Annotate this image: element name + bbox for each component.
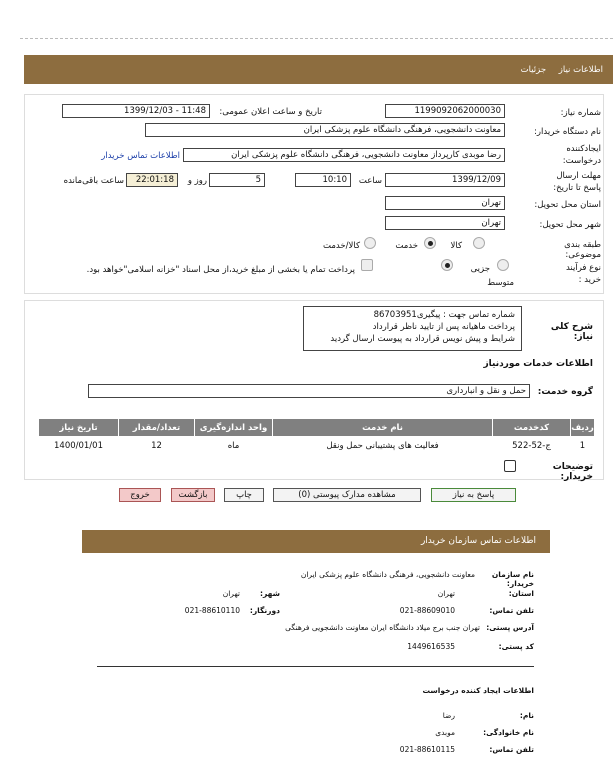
back-button[interactable]: بازگشت xyxy=(171,488,215,502)
services-table xyxy=(38,418,595,455)
remaining-label: ساعت باقی‌مانده xyxy=(63,176,124,186)
contact-org-label: نام سازمان خریدار: xyxy=(491,570,534,588)
creator-first-name-label: نام: xyxy=(519,711,534,720)
creator-phone: 021-88610115 xyxy=(399,745,455,754)
buyer-notes-label: توضیحات خریدار: xyxy=(552,462,593,482)
col-row: ردیف xyxy=(571,419,595,437)
col-unit: واحد اندازه‌گیری xyxy=(195,419,273,437)
description-line: پرداخت ماهیانه پس از تایید ناظر قرارداد xyxy=(372,322,515,332)
contact-phone: 021-88609010 xyxy=(399,606,455,615)
contact-city-label: شهر: xyxy=(260,589,280,598)
col-code: کدخدمت xyxy=(493,419,571,437)
process-partial-radio[interactable] xyxy=(497,259,509,271)
process-partial-label: جزیی xyxy=(470,264,490,274)
province-field: تهران xyxy=(385,196,505,210)
city-field: تهران xyxy=(385,216,505,230)
tab-bar xyxy=(24,55,613,84)
cell-date: 1400/01/01 xyxy=(39,437,119,455)
creator-info-title: اطلاعات ایجاد کننده درخواست xyxy=(422,686,534,695)
buyer-org-label: نام دستگاه خریدار: xyxy=(534,127,601,137)
contact-fax: 021-88610110 xyxy=(184,606,240,615)
description-line: شرایط و پیش نویس قرارداد به پیوست ارسال گردید xyxy=(330,334,515,344)
services-table-wrap xyxy=(38,418,595,455)
buyer-org-field: معاونت دانشجویی، فرهنگی دانشگاه علوم پزشکی ایران xyxy=(145,123,505,137)
category-service-label: خدمت xyxy=(395,241,418,251)
cell-qty: 12 xyxy=(119,437,195,455)
days-field: 5 xyxy=(209,173,265,187)
col-qty: تعداد/مقدار xyxy=(119,419,195,437)
creator-first-name: رضا xyxy=(442,711,455,720)
announce-field: 1399/12/03 - 11:48 xyxy=(62,104,210,118)
process-medium-radio[interactable] xyxy=(441,259,453,271)
treasury-note: پرداخت تمام یا بخشی از مبلغ خرید،از محل اسناد "خزانه اسلامی"خواهد بود. xyxy=(86,265,355,275)
contact-postal: 1449616535 xyxy=(407,642,455,651)
need-number-label: شماره نیاز: xyxy=(560,108,601,118)
need-number-field: 1199092062000030 xyxy=(385,104,505,118)
creator-last-name: موبدی xyxy=(435,728,455,737)
contact-phone-label: تلفن تماس: xyxy=(489,606,534,615)
cell-unit: ماه xyxy=(195,437,273,455)
province-label: استان محل تحویل: xyxy=(534,200,601,210)
creator-field: رضا موبدی کارپرداز معاونت دانشجویی، فرهنگی دانشگاه علوم پزشکی ایران xyxy=(183,148,505,162)
city-label: شهر محل تحویل: xyxy=(539,220,601,230)
services-title: اطلاعات خدمات موردنیاز xyxy=(483,359,593,369)
view-attachments-button[interactable]: مشاهده مدارک پیوستی (0) xyxy=(273,488,421,502)
treasury-checkbox[interactable] xyxy=(361,259,373,271)
contact-org: معاونت دانشجویی، فرهنگی دانشگاه علوم پزشکی ایران xyxy=(300,570,475,579)
table-row xyxy=(39,437,595,455)
cell-code: ج-52-522 xyxy=(493,437,571,455)
category-both-radio[interactable] xyxy=(364,237,376,249)
cell-row: 1 xyxy=(571,437,595,455)
contact-province: تهران xyxy=(437,589,455,598)
description-line: شماره تماس جهت : پیگیری86703951 xyxy=(373,310,515,320)
description-label: شرح کلی نیاز: xyxy=(550,322,593,342)
contact-fax-label: دورنگار: xyxy=(249,606,280,615)
col-name: نام خدمت xyxy=(273,419,493,437)
creator-label: ایجادکننده درخواست: xyxy=(562,144,601,166)
process-medium-label: متوسط xyxy=(487,278,514,288)
print-button[interactable]: چاپ xyxy=(224,488,264,502)
reply-button[interactable]: پاسخ به نیاز xyxy=(431,488,516,502)
contact-address: تهران جنب برج میلاد دانشگاه ایران معاونت دانشجویی فرهنگی xyxy=(285,623,480,632)
remaining-time-field: 22:01:18 xyxy=(126,173,178,187)
buyer-contact-link[interactable]: اطلاعات تماس خریدار xyxy=(101,151,180,161)
buyer-notes-checkbox[interactable] xyxy=(504,460,516,472)
creator-last-name-label: نام خانوادگی: xyxy=(483,728,534,737)
contact-postal-label: کد پستی: xyxy=(498,642,534,651)
category-service-radio[interactable] xyxy=(424,237,436,249)
deadline-time-field: 10:10 xyxy=(295,173,351,187)
contact-city: تهران xyxy=(222,589,240,598)
cell-name: فعالیت های پشتیبانی حمل ونقل xyxy=(273,437,493,455)
deadline-date-field: 1399/12/09 xyxy=(385,173,505,187)
days-label: روز و xyxy=(187,176,207,186)
contact-province-label: استان: xyxy=(508,589,534,598)
exit-button[interactable]: خروج xyxy=(119,488,161,502)
category-goods-label: کالا xyxy=(450,241,462,251)
time-label: ساعت xyxy=(358,176,382,186)
tab-details[interactable]: جزئیات xyxy=(520,65,547,75)
deadline-label: مهلت ارسال پاسخ تا تاریخ: xyxy=(553,171,601,193)
announce-label: تاریخ و ساعت اعلان عمومی: xyxy=(219,107,322,117)
contact-title-bar: اطلاعات تماس سازمان خریدار xyxy=(82,530,550,553)
description-box xyxy=(303,306,522,351)
top-divider xyxy=(20,38,613,39)
process-label: نوع فرآیند خرید : xyxy=(565,263,601,285)
contact-divider xyxy=(97,666,534,667)
category-goods-radio[interactable] xyxy=(473,237,485,249)
creator-phone-label: تلفن تماس: xyxy=(489,745,534,754)
contact-address-label: آدرس پستی: xyxy=(486,623,534,632)
category-both-label: کالا/خدمت xyxy=(323,241,360,251)
category-label: طبقه بندی موضوعی: xyxy=(564,240,601,260)
service-group-label: گروه خدمت: xyxy=(537,387,593,397)
tab-need-info[interactable]: اطلاعات نیاز xyxy=(558,65,603,75)
col-date: تاریخ نیاز xyxy=(39,419,119,437)
service-group-field: حمل و نقل و انبارداری xyxy=(88,384,530,398)
